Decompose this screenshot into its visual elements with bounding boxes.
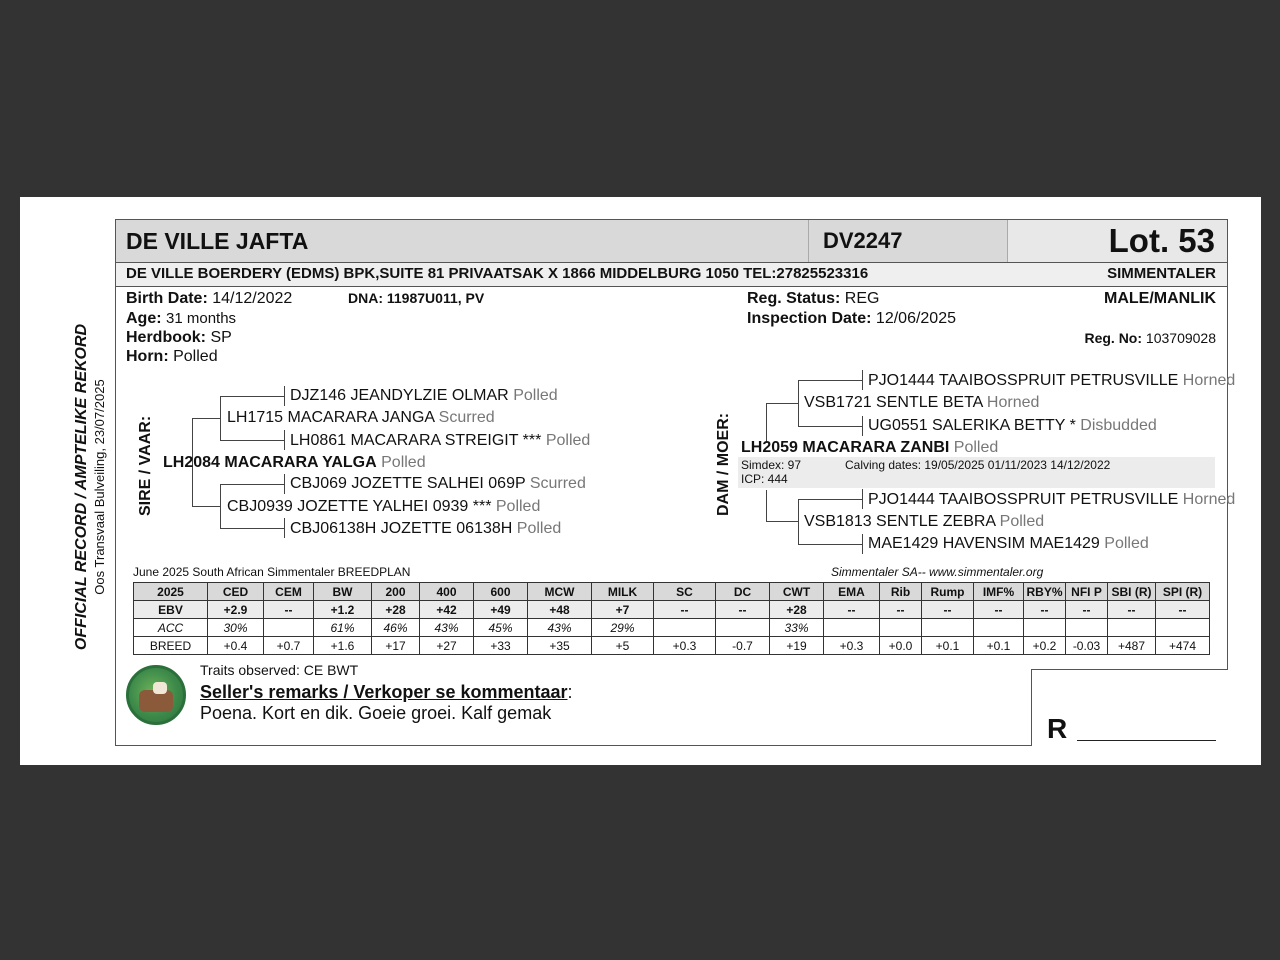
acc-cell-16 <box>1024 619 1066 637</box>
breed-cell-8: +5 <box>592 637 654 655</box>
ebv-cell-4: +28 <box>372 601 420 619</box>
headers-cell-7: MCW <box>528 583 592 601</box>
acc-cell-6: 45% <box>474 619 528 637</box>
remarks-text: Poena. Kort en dik. Goeie groei. Kalf gemak <box>200 703 552 723</box>
breed-cell-9: +0.3 <box>654 637 716 655</box>
official-record-side-text <box>73 207 107 767</box>
breeder-bar <box>116 263 1227 287</box>
breed-cell-3: +1.6 <box>314 637 372 655</box>
headers-cell-13: Rib <box>880 583 922 601</box>
breed-cell-12: +0.3 <box>824 637 880 655</box>
breed-cell-5: +27 <box>420 637 474 655</box>
ebv-cell-1: +2.9 <box>208 601 264 619</box>
sire-dam-sire: CBJ069 JOZETTE SALHEI 069P Scurred <box>290 475 586 492</box>
herdbook-row: Herdbook: SP <box>126 329 232 346</box>
headers-cell-8: MILK <box>592 583 654 601</box>
horn: Polled <box>173 348 218 365</box>
dam-sire-sire: PJO1444 TAAIBOSSPRUIT PETRUSVILLE Horned <box>868 372 1236 389</box>
acc-cell-17 <box>1066 619 1108 637</box>
dam-sire-dam: UG0551 SALERIKA BETTY * Disbudded <box>868 417 1157 434</box>
age-row: Age: 31 months <box>126 310 237 327</box>
remarks-heading: Seller's remarks / Verkoper se kommentaar: <box>200 682 573 702</box>
age: 31 months <box>166 310 237 327</box>
breed-cell-0: BREED <box>134 637 208 655</box>
ebv-cell-7: +48 <box>528 601 592 619</box>
birth-date: 14/12/2022 <box>212 290 293 307</box>
lot-header <box>116 220 1227 263</box>
dam-icp: ICP: 444 <box>741 472 788 486</box>
ebv-cell-10: -- <box>716 601 770 619</box>
ebv-cell-6: +49 <box>474 601 528 619</box>
sire-dam: CBJ0939 JOZETTE YALHEI 0939 *** Polled <box>227 498 541 515</box>
auction-label: Oos Transvaal Bulveiling, 23/07/2025 <box>92 379 107 595</box>
headers-cell-0: 2025 <box>134 583 208 601</box>
headers-cell-12: EMA <box>824 583 880 601</box>
ebv-cell-16: -- <box>1024 601 1066 619</box>
headers-cell-2: CEM <box>264 583 314 601</box>
breed-cell-10: -0.7 <box>716 637 770 655</box>
ebv-cell-15: -- <box>974 601 1024 619</box>
animal-id: DV2247 <box>808 220 1006 262</box>
headers-cell-4: 200 <box>372 583 420 601</box>
dam-bracket <box>766 403 767 443</box>
breedplan-header-row <box>134 583 1210 601</box>
ebv-cell-9: -- <box>654 601 716 619</box>
acc-cell-15 <box>974 619 1024 637</box>
headers-cell-6: 600 <box>474 583 528 601</box>
breedplan-caption: June 2025 South African Simmentaler BREEDPLAN <box>133 565 411 579</box>
headers-cell-19: SPI (R) <box>1156 583 1210 601</box>
simmentaler-logo <box>126 665 186 725</box>
ebv-cell-17: -- <box>1066 601 1108 619</box>
ebv-cell-5: +42 <box>420 601 474 619</box>
acc-cell-5: 43% <box>420 619 474 637</box>
breedplan-acc-row <box>134 619 1210 637</box>
dam-calving-dates: Calving dates: 19/05/2025 01/11/2023 14/12/2022 <box>845 458 1111 472</box>
breed-cell-13: +0.0 <box>880 637 922 655</box>
breed-cell-15: +0.1 <box>974 637 1024 655</box>
acc-cell-2 <box>264 619 314 637</box>
inspection-row: Inspection Date: 12/06/2025 <box>747 310 956 327</box>
traits-observed: Traits observed: CE BWT <box>200 662 359 678</box>
ebv-cell-2: -- <box>264 601 314 619</box>
lot-number: Lot. 53 <box>1007 220 1227 262</box>
breed-cell-2: +0.7 <box>264 637 314 655</box>
ebv-cell-13: -- <box>880 601 922 619</box>
headers-cell-3: BW <box>314 583 372 601</box>
acc-cell-14 <box>922 619 974 637</box>
breed-name: SIMMENTALER <box>1107 265 1216 282</box>
acc-cell-3: 61% <box>314 619 372 637</box>
animal-name: DE VILLE JAFTA <box>126 227 309 254</box>
headers-cell-17: NFI P <box>1066 583 1108 601</box>
sire-sire-sire: DJZ146 JEANDYLZIE OLMAR Polled <box>290 387 558 404</box>
headers-cell-18: SBI (R) <box>1108 583 1156 601</box>
breedplan-breed-row <box>134 637 1210 655</box>
breedplan-website: Simmentaler SA-- www.simmentaler.org <box>831 565 1044 579</box>
official-record-label: OFFICIAL RECORD / AMPTELIKE REKORD <box>73 323 90 651</box>
breeder-details: DE VILLE BOERDERY (EDMS) BPK,SUITE 81 PRIVAATSAK X 1866 MIDDELBURG 1050 TEL:27825523316 <box>126 265 869 282</box>
sire-name: LH2084 MACARARA YALGA Polled <box>163 454 426 471</box>
horn-row: Horn: Polled <box>126 348 218 365</box>
breed-cell-14: +0.1 <box>922 637 974 655</box>
dna-info: DNA: 11987U011, PV <box>348 290 485 306</box>
dam-name: LH2059 MACARARA ZANBI Polled <box>741 439 999 456</box>
reg-status-row: Reg. Status: REG <box>747 290 880 307</box>
acc-cell-13 <box>880 619 922 637</box>
ebv-cell-12: -- <box>824 601 880 619</box>
dam-dam: VSB1813 SENTLE ZEBRA Polled <box>804 513 1045 530</box>
acc-cell-18 <box>1108 619 1156 637</box>
acc-cell-10 <box>716 619 770 637</box>
inspection-date: 12/06/2025 <box>875 310 956 327</box>
ebv-cell-0: EBV <box>134 601 208 619</box>
sire-dam-dam: CBJ06138H JOZETTE 06138H Polled <box>290 520 562 537</box>
breed-cell-6: +33 <box>474 637 528 655</box>
breed-cell-7: +35 <box>528 637 592 655</box>
headers-cell-11: CWT <box>770 583 824 601</box>
acc-cell-4: 46% <box>372 619 420 637</box>
ebv-cell-19: -- <box>1156 601 1210 619</box>
acc-cell-9 <box>654 619 716 637</box>
dam-sire: VSB1721 SENTLE BETA Horned <box>804 394 1040 411</box>
reg-no-row: Reg. No: 103709028 <box>1084 330 1216 346</box>
ebv-cell-3: +1.2 <box>314 601 372 619</box>
price-label: R <box>1047 713 1068 744</box>
sire-sire: LH1715 MACARARA JANGA Scurred <box>227 409 495 426</box>
headers-cell-5: 400 <box>420 583 474 601</box>
dam-dam-sire: PJO1444 TAAIBOSSPRUIT PETRUSVILLE Horned <box>868 491 1236 508</box>
ebv-cell-14: -- <box>922 601 974 619</box>
herdbook: SP <box>210 329 232 346</box>
ebv-cell-11: +28 <box>770 601 824 619</box>
ebv-cell-18: -- <box>1108 601 1156 619</box>
acc-cell-0: ACC <box>134 619 208 637</box>
headers-cell-9: SC <box>654 583 716 601</box>
acc-cell-8: 29% <box>592 619 654 637</box>
headers-cell-1: CED <box>208 583 264 601</box>
acc-cell-11: 33% <box>770 619 824 637</box>
dam-simdex: Simdex: 97 <box>741 458 802 472</box>
headers-cell-15: IMF% <box>974 583 1024 601</box>
headers-cell-16: RBY% <box>1024 583 1066 601</box>
dam-dam-dam: MAE1429 HAVENSIM MAE1429 Polled <box>868 535 1149 552</box>
breed-cell-18: +487 <box>1108 637 1156 655</box>
breedplan-ebv-row <box>134 601 1210 619</box>
reg-no: 103709028 <box>1145 330 1216 346</box>
reg-status: REG <box>844 290 880 307</box>
birth-date-row: Birth Date: 14/12/2022 <box>126 290 293 307</box>
breedplan-table <box>133 582 1210 655</box>
sire-sire-dam: LH0861 MACARARA STREIGIT *** Polled <box>290 432 591 449</box>
ebv-cell-8: +7 <box>592 601 654 619</box>
headers-cell-10: DC <box>716 583 770 601</box>
acc-cell-12 <box>824 619 880 637</box>
acc-cell-1: 30% <box>208 619 264 637</box>
sire-label: SIRE / VAAR: <box>137 415 154 516</box>
breed-cell-17: -0.03 <box>1066 637 1108 655</box>
price-line[interactable] <box>1077 740 1216 741</box>
breed-cell-19: +474 <box>1156 637 1210 655</box>
breed-cell-16: +0.2 <box>1024 637 1066 655</box>
breed-cell-4: +17 <box>372 637 420 655</box>
breed-cell-11: +19 <box>770 637 824 655</box>
acc-cell-7: 43% <box>528 619 592 637</box>
dam-label: DAM / MOER: <box>715 412 732 516</box>
headers-cell-14: Rump <box>922 583 974 601</box>
sex: MALE/MANLIK <box>1104 290 1216 307</box>
breed-cell-1: +0.4 <box>208 637 264 655</box>
acc-cell-19 <box>1156 619 1210 637</box>
